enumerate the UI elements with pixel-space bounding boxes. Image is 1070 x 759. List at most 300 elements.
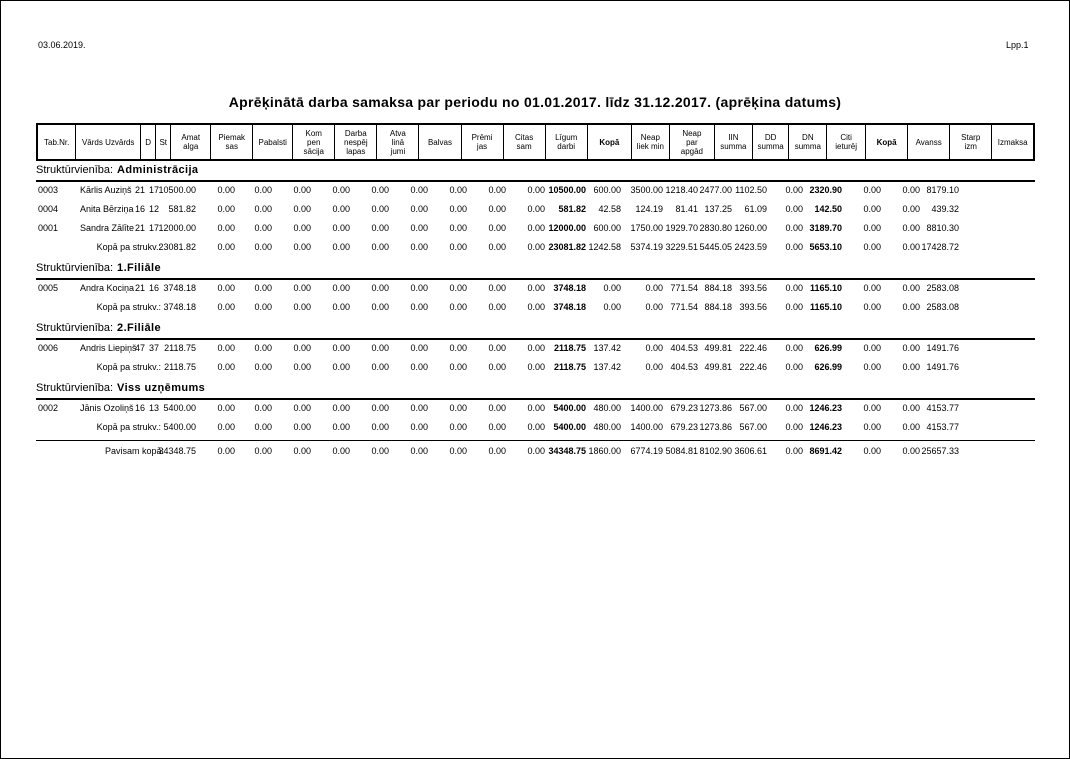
column-header: Līgum darbi xyxy=(545,124,587,160)
cell-value: 0.00 xyxy=(785,242,803,252)
cell-value: 222.46 xyxy=(739,343,767,353)
cell-value: 1860.00 xyxy=(588,446,621,456)
cell-value: 0.00 xyxy=(863,242,881,252)
cell-value: 5400.00 xyxy=(163,422,196,432)
grand-total-divider xyxy=(36,440,1035,441)
cell-value: 0.00 xyxy=(217,446,235,456)
cell-value: 3748.18 xyxy=(553,302,586,312)
cell-value: 0.00 xyxy=(449,242,467,252)
section-name: Administrācija xyxy=(117,164,199,176)
section-divider xyxy=(36,398,1035,400)
cell-value: 5084.81 xyxy=(665,446,698,456)
hours-value: 13 xyxy=(148,403,159,413)
cell-value: 10500.00 xyxy=(548,185,586,195)
cell-value: 393.56 xyxy=(739,283,767,293)
cell-value: 0.00 xyxy=(254,242,272,252)
cell-value: 0.00 xyxy=(488,302,506,312)
cell-value: 0.00 xyxy=(254,185,272,195)
cell-value: 12000.00 xyxy=(158,223,196,233)
cell-value: 0.00 xyxy=(254,283,272,293)
employee-name: Sandra Zālīte xyxy=(80,223,135,233)
section-total-label: Kopā pa strukv.: xyxy=(96,302,161,312)
cell-value: 1218.40 xyxy=(665,185,698,195)
cell-value: 0.00 xyxy=(902,422,920,432)
cell-value: 0.00 xyxy=(371,302,389,312)
cell-value: 0.00 xyxy=(293,204,311,214)
cell-value: 567.00 xyxy=(739,422,767,432)
cell-value: 0.00 xyxy=(332,185,350,195)
cell-value: 5400.00 xyxy=(553,403,586,413)
days-value: 16 xyxy=(134,403,145,413)
cell-value: 34348.75 xyxy=(158,446,196,456)
cell-value: 0.00 xyxy=(645,302,663,312)
cell-value: 5445.05 xyxy=(699,242,732,252)
cell-value: 0.00 xyxy=(527,403,545,413)
cell-value: 0.00 xyxy=(645,362,663,372)
cell-value: 0.00 xyxy=(332,223,350,233)
column-header: Kopā xyxy=(866,124,908,160)
table-row xyxy=(36,185,1035,197)
cell-value: 0.00 xyxy=(371,204,389,214)
cell-value: 0.00 xyxy=(293,302,311,312)
column-header: Citas sam xyxy=(503,124,545,160)
tab-number: 0002 xyxy=(38,403,59,413)
cell-value: 0.00 xyxy=(217,302,235,312)
cell-value: 0.00 xyxy=(527,362,545,372)
section-heading xyxy=(36,322,161,334)
cell-value: 0.00 xyxy=(217,242,235,252)
cell-value: 0.00 xyxy=(293,422,311,432)
cell-value: 0.00 xyxy=(332,446,350,456)
cell-value: 2583.08 xyxy=(926,302,959,312)
cell-value: 0.00 xyxy=(785,343,803,353)
cell-value: 0.00 xyxy=(332,343,350,353)
column-header: Tab.Nr. xyxy=(37,124,76,160)
tab-number: 0005 xyxy=(38,283,59,293)
cell-value: 0.00 xyxy=(902,204,920,214)
column-header: IIN summa xyxy=(715,124,753,160)
section-label: Struktūrvienība: xyxy=(36,164,114,176)
cell-value: 25657.33 xyxy=(921,446,959,456)
cell-value: 8691.42 xyxy=(809,446,842,456)
cell-value: 0.00 xyxy=(332,403,350,413)
cell-value: 0.00 xyxy=(863,185,881,195)
cell-value: 0.00 xyxy=(449,422,467,432)
cell-value: 0.00 xyxy=(332,242,350,252)
cell-value: 600.00 xyxy=(593,223,621,233)
cell-value: 600.00 xyxy=(593,185,621,195)
cell-value: 0.00 xyxy=(217,283,235,293)
section-label: Struktūrvienība: xyxy=(36,382,114,394)
cell-value: 3748.18 xyxy=(553,283,586,293)
cell-value: 2830.80 xyxy=(699,223,732,233)
cell-value: 61.09 xyxy=(744,204,767,214)
cell-value: 137.25 xyxy=(704,204,732,214)
cell-value: 3189.70 xyxy=(809,223,842,233)
cell-value: 5400.00 xyxy=(163,403,196,413)
table-row xyxy=(36,343,1035,355)
cell-value: 0.00 xyxy=(410,343,428,353)
cell-value: 0.00 xyxy=(488,242,506,252)
cell-value: 0.00 xyxy=(371,223,389,233)
cell-value: 0.00 xyxy=(488,223,506,233)
cell-value: 771.54 xyxy=(670,283,698,293)
cell-value: 0.00 xyxy=(410,302,428,312)
cell-value: 0.00 xyxy=(902,362,920,372)
cell-value: 1273.86 xyxy=(699,422,732,432)
cell-value: 0.00 xyxy=(488,204,506,214)
cell-value: 42.58 xyxy=(598,204,621,214)
cell-value: 0.00 xyxy=(410,283,428,293)
column-header: Neap liek min xyxy=(631,124,669,160)
cell-value: 0.00 xyxy=(371,446,389,456)
tab-number: 0003 xyxy=(38,185,59,195)
cell-value: 0.00 xyxy=(863,362,881,372)
section-total-label: Kopā pa strukv.: xyxy=(96,362,161,372)
column-header: Kopā xyxy=(587,124,631,160)
cell-value: 0.00 xyxy=(603,302,621,312)
cell-value: 0.00 xyxy=(293,362,311,372)
cell-value: 0.00 xyxy=(293,446,311,456)
cell-value: 0.00 xyxy=(488,343,506,353)
cell-value: 0.00 xyxy=(863,403,881,413)
cell-value: 0.00 xyxy=(902,302,920,312)
column-header: Balvas xyxy=(419,124,461,160)
tab-number: 0001 xyxy=(38,223,59,233)
cell-value: 0.00 xyxy=(488,362,506,372)
cell-value: 0.00 xyxy=(449,204,467,214)
table-row xyxy=(36,403,1035,415)
cell-value: 0.00 xyxy=(488,446,506,456)
cell-value: 0.00 xyxy=(254,204,272,214)
cell-value: 3748.18 xyxy=(163,302,196,312)
cell-value: 5374.19 xyxy=(630,242,663,252)
section-total-row xyxy=(36,302,1035,314)
cell-value: 0.00 xyxy=(902,242,920,252)
cell-value: 2320.90 xyxy=(809,185,842,195)
cell-value: 0.00 xyxy=(410,242,428,252)
section-divider xyxy=(36,338,1035,340)
page-number: Lpp.1 xyxy=(1006,40,1029,50)
cell-value: 0.00 xyxy=(863,446,881,456)
cell-value: 0.00 xyxy=(449,302,467,312)
report-date: 03.06.2019. xyxy=(38,40,86,50)
cell-value: 0.00 xyxy=(902,223,920,233)
column-header: Vārds Uzvārds xyxy=(76,124,141,160)
cell-value: 3606.61 xyxy=(734,446,767,456)
cell-value: 0.00 xyxy=(785,362,803,372)
section-total-row xyxy=(36,242,1035,254)
cell-value: 0.00 xyxy=(332,362,350,372)
days-value: 16 xyxy=(134,204,145,214)
cell-value: 0.00 xyxy=(217,204,235,214)
section-total-label: Kopā pa strukv.: xyxy=(96,242,161,252)
days-value: 47 xyxy=(134,343,145,353)
cell-value: 0.00 xyxy=(217,343,235,353)
cell-value: 222.46 xyxy=(739,362,767,372)
cell-value: 0.00 xyxy=(902,446,920,456)
column-header: Amat alga xyxy=(171,124,211,160)
cell-value: 4153.77 xyxy=(926,422,959,432)
cell-value: 2118.75 xyxy=(553,343,586,353)
section-divider xyxy=(36,278,1035,280)
cell-value: 2423.59 xyxy=(734,242,767,252)
cell-value: 0.00 xyxy=(254,362,272,372)
cell-value: 1246.23 xyxy=(809,403,842,413)
employee-name: Andris Liepiņš xyxy=(80,343,137,353)
cell-value: 0.00 xyxy=(785,223,803,233)
cell-value: 626.99 xyxy=(814,343,842,353)
cell-value: 0.00 xyxy=(293,283,311,293)
cell-value: 0.00 xyxy=(488,185,506,195)
cell-value: 0.00 xyxy=(527,422,545,432)
cell-value: 0.00 xyxy=(371,283,389,293)
cell-value: 34348.75 xyxy=(548,446,586,456)
cell-value: 1750.00 xyxy=(630,223,663,233)
column-header: Izmaksa xyxy=(992,124,1034,160)
cell-value: 0.00 xyxy=(332,283,350,293)
cell-value: 499.81 xyxy=(704,343,732,353)
cell-value: 8102.90 xyxy=(699,446,732,456)
table-row xyxy=(36,283,1035,295)
cell-value: 0.00 xyxy=(488,283,506,293)
cell-value: 0.00 xyxy=(449,446,467,456)
cell-value: 0.00 xyxy=(371,185,389,195)
cell-value: 0.00 xyxy=(902,185,920,195)
cell-value: 0.00 xyxy=(254,446,272,456)
cell-value: 0.00 xyxy=(527,283,545,293)
cell-value: 0.00 xyxy=(293,185,311,195)
cell-value: 0.00 xyxy=(293,223,311,233)
cell-value: 0.00 xyxy=(527,204,545,214)
cell-value: 142.50 xyxy=(814,204,842,214)
cell-value: 884.18 xyxy=(704,283,732,293)
cell-value: 0.00 xyxy=(371,242,389,252)
cell-value: 0.00 xyxy=(217,185,235,195)
column-header: St xyxy=(156,124,171,160)
section-heading xyxy=(36,164,198,176)
grand-total-label: Pavisam kopā: xyxy=(104,446,164,456)
cell-value: 0.00 xyxy=(371,343,389,353)
cell-value: 0.00 xyxy=(449,362,467,372)
cell-value: 124.19 xyxy=(635,204,663,214)
cell-value: 0.00 xyxy=(332,204,350,214)
cell-value: 8179.10 xyxy=(926,185,959,195)
cell-value: 0.00 xyxy=(254,223,272,233)
cell-value: 0.00 xyxy=(254,302,272,312)
cell-value: 1491.76 xyxy=(926,362,959,372)
tab-number: 0006 xyxy=(38,343,59,353)
cell-value: 0.00 xyxy=(785,283,803,293)
cell-value: 1165.10 xyxy=(809,283,842,293)
column-header: Kom pen sācija xyxy=(293,124,335,160)
cell-value: 12000.00 xyxy=(548,223,586,233)
cell-value: 0.00 xyxy=(863,283,881,293)
cell-value: 0.00 xyxy=(527,223,545,233)
cell-value: 0.00 xyxy=(410,446,428,456)
cell-value: 0.00 xyxy=(785,204,803,214)
cell-value: 0.00 xyxy=(488,422,506,432)
employee-name: Anita Bērziņa xyxy=(80,204,134,214)
report-title: Aprēķinātā darba samaksa par periodu no 01.01.2017. līdz 31.12.2017. (aprēķina datums) xyxy=(228,94,842,110)
cell-value: 0.00 xyxy=(488,403,506,413)
cell-value: 0.00 xyxy=(217,362,235,372)
cell-value: 0.00 xyxy=(603,283,621,293)
section-heading xyxy=(36,262,161,274)
cell-value: 5653.10 xyxy=(809,242,842,252)
cell-value: 2583.08 xyxy=(926,283,959,293)
cell-value: 0.00 xyxy=(371,362,389,372)
cell-value: 4153.77 xyxy=(926,403,959,413)
column-header: Prēmi jas xyxy=(461,124,503,160)
cell-value: 393.56 xyxy=(739,302,767,312)
cell-value: 480.00 xyxy=(593,403,621,413)
cell-value: 0.00 xyxy=(410,223,428,233)
section-name: Viss uzņēmums xyxy=(117,382,206,394)
cell-value: 0.00 xyxy=(645,343,663,353)
cell-value: 0.00 xyxy=(902,343,920,353)
cell-value: 2118.75 xyxy=(553,362,586,372)
cell-value: 10500.00 xyxy=(158,185,196,195)
hours-value: 12 xyxy=(148,204,159,214)
hours-value: 17 xyxy=(148,185,159,195)
table-row xyxy=(36,223,1035,235)
cell-value: 0.00 xyxy=(449,223,467,233)
cell-value: 0.00 xyxy=(863,204,881,214)
cell-value: 137.42 xyxy=(593,343,621,353)
employee-name: Jānis Ozoliņš xyxy=(80,403,134,413)
cell-value: 0.00 xyxy=(863,223,881,233)
cell-value: 581.82 xyxy=(168,204,196,214)
cell-value: 0.00 xyxy=(527,185,545,195)
column-header: DD summa xyxy=(752,124,789,160)
column-header-table xyxy=(36,123,1035,161)
cell-value: 0.00 xyxy=(254,422,272,432)
cell-value: 439.32 xyxy=(931,204,959,214)
employee-name: Andra Kociņa xyxy=(80,283,135,293)
table-row xyxy=(36,204,1035,216)
column-header: Starp izm xyxy=(950,124,992,160)
days-value: 21 xyxy=(134,185,145,195)
column-header: Darba nespēj lapas xyxy=(335,124,377,160)
cell-value: 2118.75 xyxy=(164,343,196,353)
cell-value: 581.82 xyxy=(558,204,586,214)
cell-value: 0.00 xyxy=(527,302,545,312)
cell-value: 0.00 xyxy=(527,242,545,252)
section-label: Struktūrvienība: xyxy=(36,262,114,274)
cell-value: 0.00 xyxy=(785,446,803,456)
cell-value: 0.00 xyxy=(863,422,881,432)
section-total-row xyxy=(36,422,1035,434)
cell-value: 3229.51 xyxy=(665,242,698,252)
cell-value: 1491.76 xyxy=(926,343,959,353)
cell-value: 0.00 xyxy=(449,403,467,413)
column-header: Pabalsti xyxy=(253,124,293,160)
hours-value: 37 xyxy=(148,343,159,353)
column-header: Citi ieturēj xyxy=(827,124,866,160)
cell-value: 0.00 xyxy=(527,343,545,353)
section-divider xyxy=(36,180,1035,182)
column-header: DN summa xyxy=(789,124,827,160)
cell-value: 0.00 xyxy=(410,403,428,413)
cell-value: 1246.23 xyxy=(809,422,842,432)
cell-value: 0.00 xyxy=(449,283,467,293)
cell-value: 81.41 xyxy=(675,204,698,214)
cell-value: 0.00 xyxy=(217,422,235,432)
column-header: Avanss xyxy=(908,124,950,160)
cell-value: 2118.75 xyxy=(164,362,196,372)
days-value: 21 xyxy=(134,223,145,233)
section-label: Struktūrvienība: xyxy=(36,322,114,334)
cell-value: 0.00 xyxy=(254,343,272,353)
cell-value: 1165.10 xyxy=(809,302,842,312)
cell-value: 0.00 xyxy=(645,283,663,293)
cell-value: 0.00 xyxy=(785,422,803,432)
cell-value: 0.00 xyxy=(410,422,428,432)
cell-value: 499.81 xyxy=(704,362,732,372)
cell-value: 0.00 xyxy=(410,362,428,372)
cell-value: 0.00 xyxy=(902,403,920,413)
cell-value: 679.23 xyxy=(670,422,698,432)
cell-value: 0.00 xyxy=(332,302,350,312)
cell-value: 2477.00 xyxy=(699,185,732,195)
cell-value: 1400.00 xyxy=(630,403,663,413)
cell-value: 679.23 xyxy=(670,403,698,413)
section-name: 2.Filiāle xyxy=(117,322,161,334)
cell-value: 1273.86 xyxy=(699,403,732,413)
cell-value: 0.00 xyxy=(293,403,311,413)
cell-value: 404.53 xyxy=(670,362,698,372)
cell-value: 0.00 xyxy=(449,185,467,195)
cell-value: 1102.50 xyxy=(735,185,767,195)
cell-value: 0.00 xyxy=(371,403,389,413)
column-header: Atva linā jumi xyxy=(377,124,419,160)
cell-value: 0.00 xyxy=(863,343,881,353)
tab-number: 0004 xyxy=(38,204,59,214)
cell-value: 884.18 xyxy=(704,302,732,312)
cell-value: 0.00 xyxy=(863,302,881,312)
cell-value: 0.00 xyxy=(449,343,467,353)
column-header: D xyxy=(141,124,156,160)
cell-value: 5400.00 xyxy=(553,422,586,432)
cell-value: 0.00 xyxy=(785,403,803,413)
cell-value: 3500.00 xyxy=(630,185,663,195)
cell-value: 404.53 xyxy=(670,343,698,353)
cell-value: 0.00 xyxy=(371,422,389,432)
cell-value: 0.00 xyxy=(410,204,428,214)
column-header: Piemak sas xyxy=(211,124,253,160)
cell-value: 0.00 xyxy=(410,185,428,195)
section-heading xyxy=(36,382,205,394)
grand-total-row xyxy=(36,446,1035,458)
section-name: 1.Filiāle xyxy=(117,262,161,274)
cell-value: 23081.82 xyxy=(158,242,196,252)
cell-value: 0.00 xyxy=(785,185,803,195)
cell-value: 1400.00 xyxy=(630,422,663,432)
employee-name: Kārlis Auziņš xyxy=(80,185,132,195)
cell-value: 23081.82 xyxy=(548,242,586,252)
cell-value: 0.00 xyxy=(527,446,545,456)
cell-value: 0.00 xyxy=(217,223,235,233)
cell-value: 1242.58 xyxy=(588,242,621,252)
section-total-label: Kopā pa strukv.: xyxy=(96,422,161,432)
hours-value: 17 xyxy=(148,223,159,233)
cell-value: 17428.72 xyxy=(921,242,959,252)
section-total-row xyxy=(36,362,1035,374)
cell-value: 0.00 xyxy=(902,283,920,293)
cell-value: 567.00 xyxy=(739,403,767,413)
cell-value: 1260.00 xyxy=(734,223,767,233)
